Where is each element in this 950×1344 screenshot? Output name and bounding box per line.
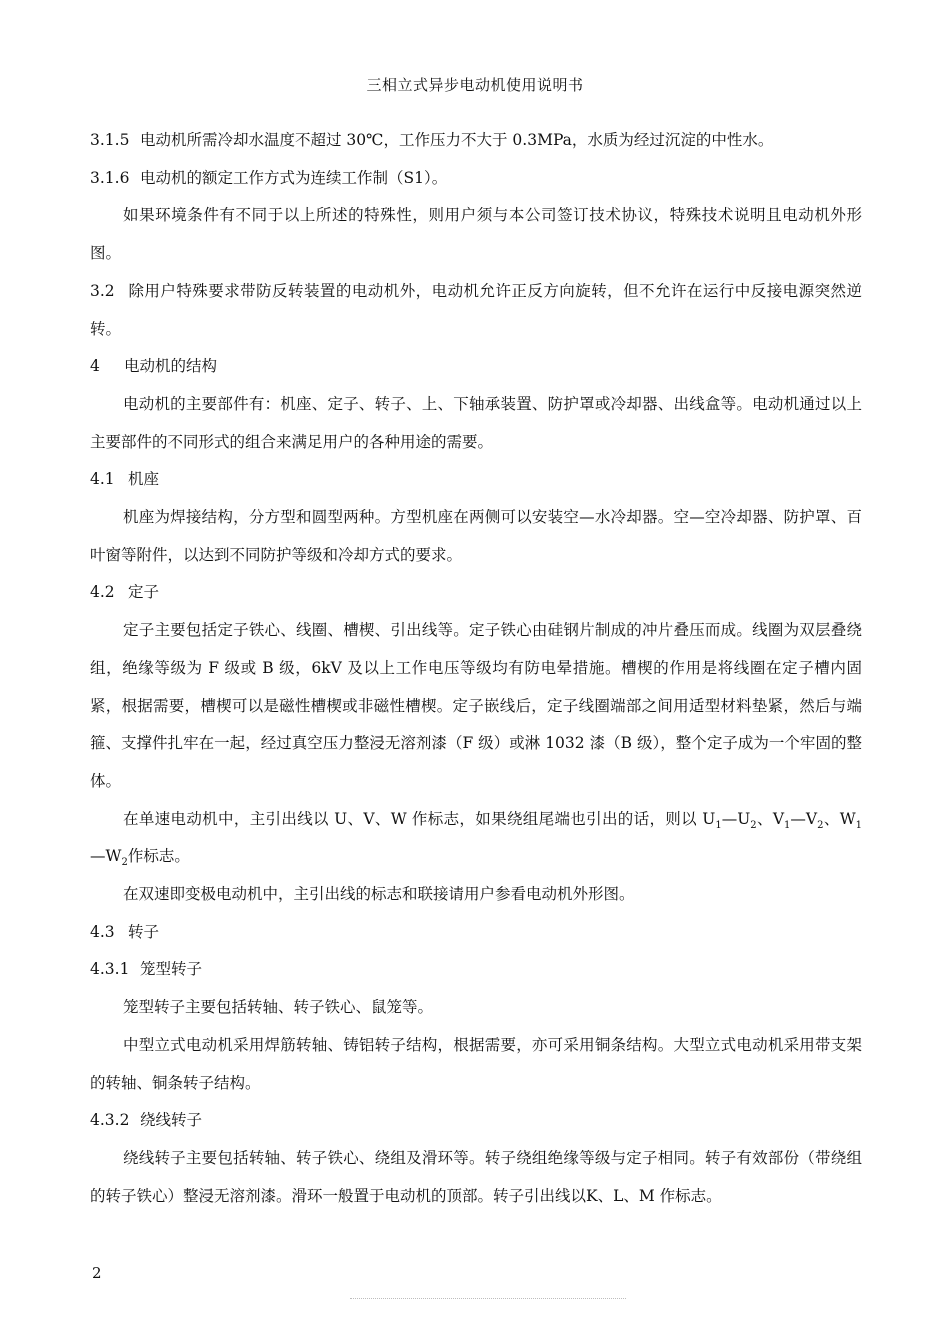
paragraph-cage-rotor-parts: 笼型转子主要包括转轴、转子铁心、鼠笼等。 <box>123 998 434 1017</box>
paragraph-stator: 定子主要包括定子铁心、线圈、槽楔、引出线等。定子铁心由硅钢片制成的冲片叠压而成。线圈为双层叠绕组，绝缘等级为 F 级或 B 级，6kV 及以上工作电压等级均有防电晕措施。槽楔的作用是将线圈在定子槽内固紧，根据需要，槽楔可以是磁性槽楔或非磁性槽楔。定子嵌线后，定子线圈端部之间用适型材料垫紧，然后与端箍、支撑件扎牢在一起，经过真空压力整浸无溶剂漆（F 级）或淋 1032 漆（B 级），整个定子成为一个牢固的整体。 <box>90 621 862 790</box>
section-4-2-heading <box>90 574 862 612</box>
section-number: 4.3.2 <box>90 1111 130 1130</box>
section-text: 笼型转子 <box>140 960 203 979</box>
section-4-heading <box>90 348 862 386</box>
section-3-1-5 <box>90 122 862 160</box>
section-number: 4.3.1 <box>90 960 130 979</box>
paragraph-frame: 机座为焊接结构，分方型和圆型两种。方型机座在两侧可以安装空—水冷却器。空—空冷却器、防护罩、百叶窗等附件，以达到不同防护等级和冷却方式的要求。 <box>90 508 862 564</box>
section-number: 4.3 <box>90 922 115 941</box>
section-4-3-heading <box>90 914 862 952</box>
paragraph-wound-rotor: 绕线转子主要包括转轴、转子铁心、绕组及滑环等。转子绕组绝缘等级与定子相同。转子有效部份（带绕组的转子铁心）整浸无溶剂漆。滑环一般置于电动机的顶部。转子引出线以K、L、M 作标志。 <box>90 1148 862 1205</box>
section-text: 转子 <box>128 922 160 941</box>
section-text: 电动机所需冷却水温度不超过 30℃，工作压力不大于 0.3MPa，水质为经过沉淀的中性水。 <box>140 131 774 149</box>
section-number: 4 <box>90 357 100 376</box>
section-text: 电动机的额定工作方式为连续工作制（S1）。 <box>140 168 448 187</box>
section-number: 4.1 <box>90 470 115 489</box>
paragraph-double-speed: 在双速即变极电动机中，主引出线的标志和联接请用户参看电动机外形图。 <box>123 885 635 904</box>
page-number: 2 <box>92 1264 102 1282</box>
section-text: 电动机的结构 <box>124 357 218 376</box>
section-number: 4.2 <box>90 583 115 602</box>
section-number: 3.1.6 <box>90 168 130 187</box>
paragraph-main-parts: 电动机的主要部件有：机座、定子、转子、上、下轴承装置、防护罩或冷却器、出线盒等。电动机通过以上主要部件的不同形式的组合来满足用户的各种用途的需要。 <box>90 394 862 451</box>
section-4-3-1-heading <box>90 951 862 989</box>
document-body <box>90 122 862 1215</box>
section-number: 3.1.5 <box>90 131 130 149</box>
paragraph-environment: 如果环境条件有不同于以上所述的特殊性，则用户须与本公司签订技术协议，特殊技术说明且电动机外形图。 <box>90 206 862 263</box>
section-4-1-heading <box>90 461 862 499</box>
section-3-1-6 <box>90 160 862 198</box>
paragraph-cage-rotor-structure: 中型立式电动机采用焊筋转轴、铸铝转子结构，根据需要，亦可采用铜条结构。大型立式电动机采用带支架的转轴、铜条转子结构。 <box>90 1035 862 1092</box>
footer-divider <box>350 1298 626 1299</box>
section-number: 3.2 <box>90 281 115 300</box>
section-3-2 <box>90 273 862 348</box>
section-4-3-2-heading <box>90 1102 862 1140</box>
section-text: 机座 <box>128 470 160 489</box>
paragraph-single-speed-leads: 在单速电动机中，主引出线以 U、V、W 作标志，如果绕组尾端也引出的话，则以 $U_1—U_2$、$V_1—V_2$、$W_1—W_2$作标志。 <box>90 809 862 869</box>
page-header-title: 三相立式异步电动机使用说明书 <box>366 76 584 94</box>
section-text: 除用户特殊要求带防反转装置的电动机外，电动机允许正反方向旋转，但不允许在运行中反接电源突然逆转。 <box>90 281 862 338</box>
section-text: 绕线转子 <box>140 1111 203 1130</box>
section-text: 定子 <box>128 583 160 602</box>
